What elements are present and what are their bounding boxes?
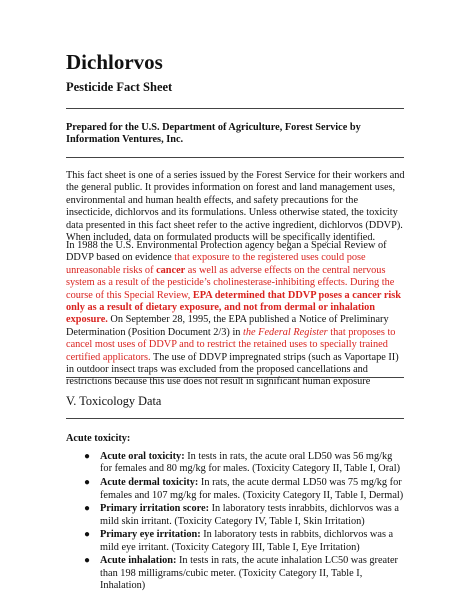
divider bbox=[66, 108, 404, 109]
item-label: Acute inhalation: bbox=[100, 555, 177, 567]
item-label: Acute dermal toxicity: bbox=[100, 477, 199, 489]
bullet-icon: ● bbox=[84, 477, 91, 489]
list-item bbox=[84, 503, 406, 528]
list-item bbox=[84, 529, 406, 554]
list-item bbox=[84, 555, 406, 592]
item-label: Acute oral toxicity: bbox=[100, 451, 185, 462]
bullet-icon: ● bbox=[84, 451, 91, 462]
acute-toxicity-heading: Acute toxicity: bbox=[66, 433, 131, 444]
item-text: In tests in rats, the acute oral LD50 was 56 mg/kg for females and 80 mg/kg for males. (Toxicity Category II, Table I, Oral) bbox=[100, 451, 401, 475]
review-text: In 1988 the U.S. Environmental Protection agency began a Special Review of DDVP based on evidence bbox=[66, 240, 387, 264]
item-text: In rats, the acute dermal LD50 was 75 mg/kg for females and 107 mg/kg for males. (Toxicity Category II, Table I, Dermal) bbox=[100, 477, 404, 501]
item-label: Primary eye irritation: bbox=[100, 529, 201, 541]
review-highlight: that proposes to cancel most uses of DDVP and to restrict the retained uses to specially trained certified applicators. bbox=[66, 326, 396, 363]
prepared-by-text: Prepared for the U.S. Department of Agriculture, Forest Service by Information Ventures, Inc. bbox=[66, 122, 361, 146]
item-text: In laboratory tests in rabbits, dichlorvos was a mild eye irritant. (Toxicity Category III, Table I, Eye Irritation) bbox=[100, 529, 394, 553]
acute-toxicity-list bbox=[84, 451, 406, 594]
item-text: In laboratory tests inrabbits, dichlorvos was a mild skin irritant. (Toxicity Category IV, Table I, Skin Irritation) bbox=[100, 503, 399, 527]
page-subtitle: Pesticide Fact Sheet bbox=[66, 80, 173, 94]
review-highlight: that exposure to the registered uses could pose unreasonable risks of bbox=[66, 252, 366, 276]
review-highlight-italic: the Federal Register bbox=[243, 326, 328, 338]
bullet-icon: ● bbox=[84, 529, 91, 541]
review-highlight: as well as adverse effects on the central nervous system as a result of the pesticide’s cholinesterase-inhibiting effects. During the course of this Special Review, bbox=[66, 264, 395, 301]
bullet-icon: ● bbox=[84, 555, 91, 567]
review-text: On September 28, 1995, the EPA published a Notice of Preliminary Determination (Position Document 2/3) in bbox=[66, 314, 389, 338]
divider bbox=[66, 157, 404, 158]
special-review-paragraph bbox=[66, 240, 406, 389]
list-item bbox=[84, 451, 406, 476]
review-highlight-bold: cancer bbox=[156, 264, 186, 276]
divider bbox=[66, 418, 404, 419]
review-highlight-bold: EPA determined that DDVP poses a cancer risk only as a result of dietary exposure, and not from dermal or inhalation exposure. bbox=[66, 289, 401, 326]
item-text: In tests in rats, the acute inhalation LC50 was greater than 198 milligrams/cubic meter. (Toxicity Category II, Table I, Inhalation) bbox=[100, 555, 398, 592]
section-heading: V. Toxicology Data bbox=[66, 394, 162, 408]
page-title: Dichlorvos bbox=[66, 50, 163, 74]
review-text: The use of DDVP impregnated strips (such as Vaportape II) in outdoor insect traps was excluded from the proposed cancellations and restrictions because this use does not result in significant human exposure bbox=[66, 351, 399, 388]
list-item bbox=[84, 477, 406, 502]
intro-paragraph: This fact sheet is one of a series issued by the Forest Service for their workers and the general public. It provides information on forest and land management uses, environmental and human health effects, and safety precautions for the insecticide, dichlorvos and its formulations. Unless otherwise stated, the toxicity data presented in this fact sheet refer to the active ingredient, dichlorvos (DDVP). When included, data on formulated products will be specifically identified. bbox=[66, 170, 405, 244]
bullet-icon: ● bbox=[84, 503, 91, 515]
divider bbox=[66, 377, 404, 378]
item-label: Primary irritation score: bbox=[100, 503, 210, 515]
